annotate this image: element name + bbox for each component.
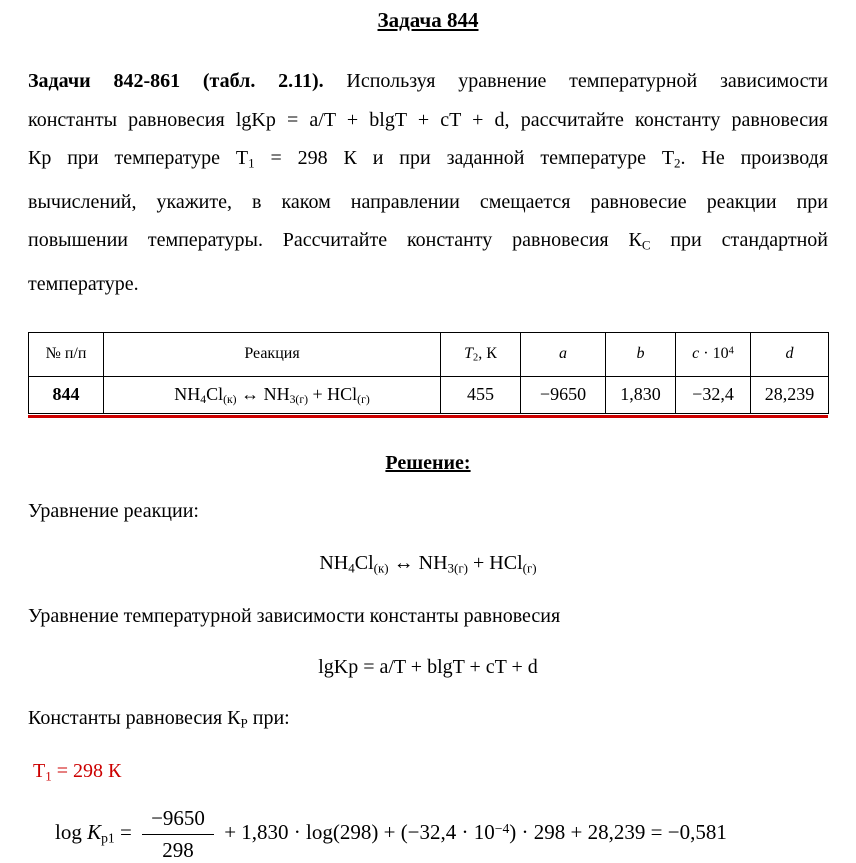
solution-heading	[0, 452, 856, 475]
cell-reaction: $NH_4Cl_{(к)}$ ↔ $NH_{3(г)} + HCl_{(г)}$	[104, 376, 441, 413]
header-d: d	[751, 333, 829, 377]
t1-value: $Т_1 = 298$ К	[33, 760, 122, 784]
reaction-label: Уравнение реакции:	[28, 500, 199, 522]
cell-b: 1,830	[606, 376, 676, 413]
cell-d: 28,239	[751, 376, 829, 413]
formula-lhs: $\log K_{р1}$ =	[55, 820, 138, 846]
fraction-denominator: 298	[162, 838, 194, 862]
logkp-formula	[55, 806, 727, 863]
fraction-numerator: −9650	[142, 806, 214, 835]
parameters-table-wrap	[28, 332, 828, 418]
cell-t2: 455	[441, 376, 521, 413]
parameters-table	[28, 332, 829, 414]
header-reaction: Реакция	[104, 333, 441, 377]
solution-heading-text: Решение:	[385, 452, 471, 474]
cell-c: −32,4	[676, 376, 751, 413]
problem-statement: Задачи 842-861 (табл. 2.11). Используя уравнение температурной зависимости константы равновесия lgKp = a/T + blgT + cT + d, рассчитайте константу равновесия Кр при температуре $Т_1 = 298$ К и при заданной температуре $Т_2$. Не производя вычислений, укажите, в каком направлении смещается равновесие реакции при повышении температуры. Рассчитайте константу равновесия $К_С$ при стандартной температуре.	[28, 70, 829, 295]
formula-rhs: + $1,830 \cdot \log(298) + (-32,4 \cdot 10^{-4}) \cdot 298 + 28,239 = -0,581$	[218, 820, 727, 845]
header-c: $c \cdot 10^4$	[676, 333, 751, 377]
formula-fraction	[142, 806, 214, 863]
header-t2: $T_2$, К	[441, 333, 521, 377]
page-title-text: Задача 844	[377, 8, 479, 32]
table-row	[29, 376, 829, 413]
cell-number: 844	[29, 376, 104, 413]
temperature-equation-label: Уравнение температурной зависимости константы равновесия	[28, 605, 561, 627]
kp-constants-label: Константы равновесия $К_Р$ при:	[28, 707, 290, 731]
red-underline	[28, 415, 828, 418]
header-a: a	[521, 333, 606, 377]
page-title	[0, 8, 856, 33]
cell-a: −9650	[521, 376, 606, 413]
reaction-equation: $NH_4Cl_{(к)}$ ↔ $NH_{3(г)} + HCl_{(г)}$	[319, 552, 537, 576]
header-number: № п/п	[29, 333, 104, 377]
header-b: b	[606, 333, 676, 377]
table-header-row	[29, 333, 829, 377]
lgkp-equation: lgKp = a/T + blgT + cT + d	[318, 656, 538, 678]
